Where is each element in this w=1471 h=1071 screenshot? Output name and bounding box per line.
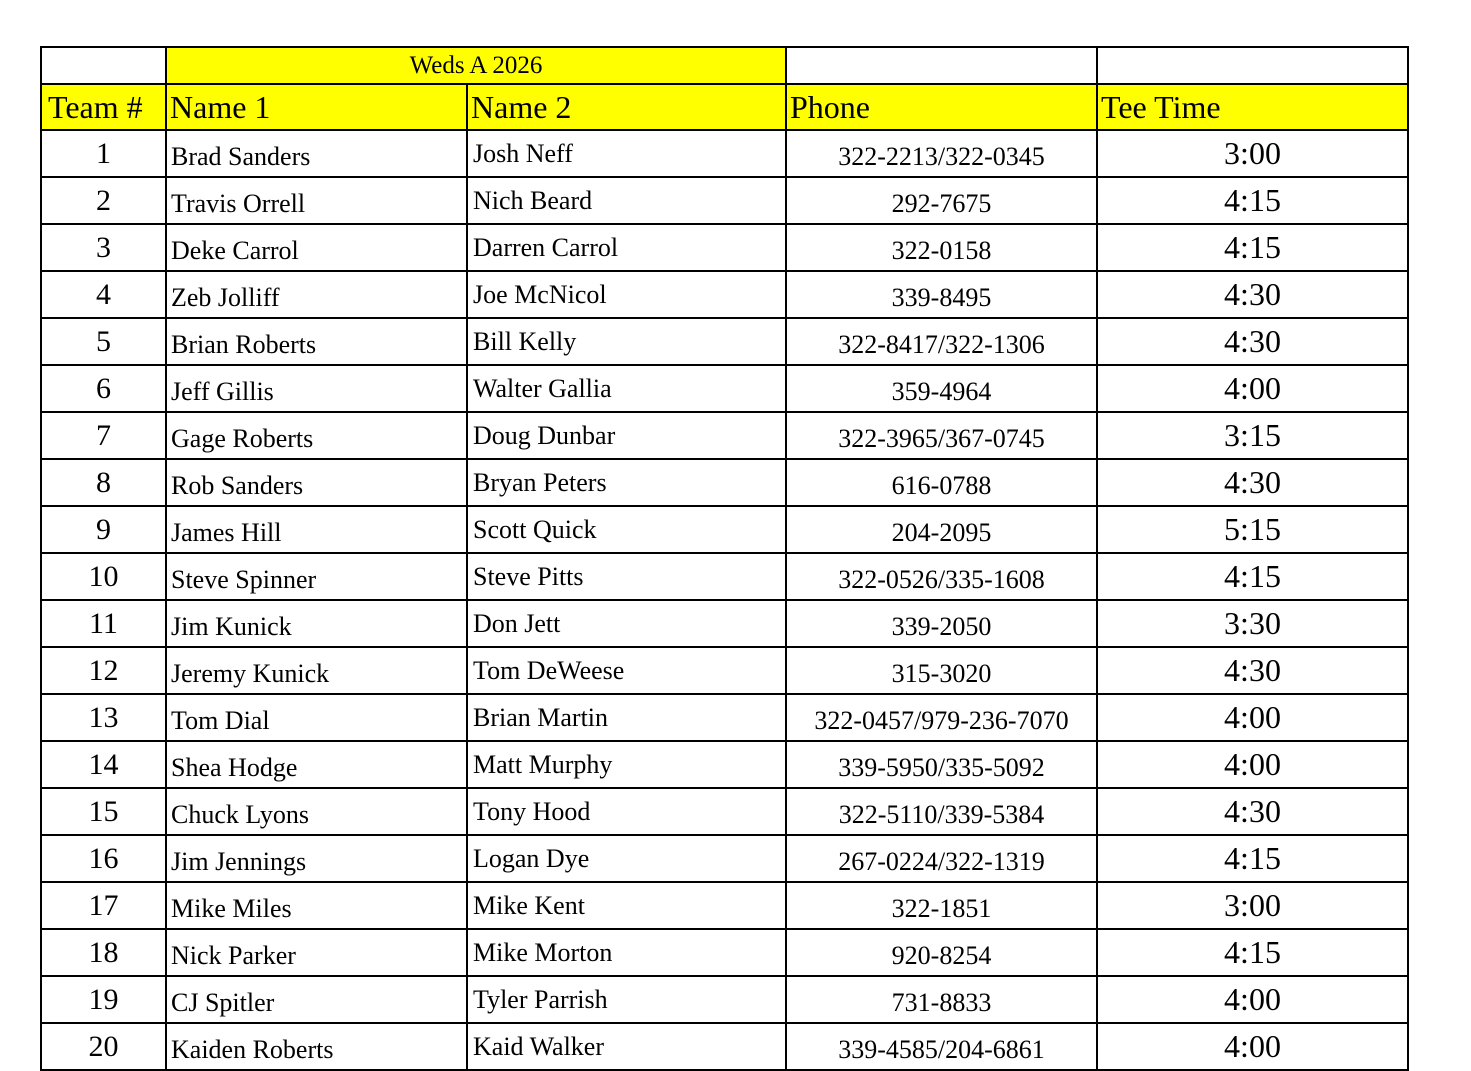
tee-time-cell[interactable]: 4:15 — [1097, 835, 1408, 882]
table-row — [41, 741, 1408, 788]
name1-cell[interactable]: Chuck Lyons — [166, 788, 467, 835]
team-cell[interactable]: 3 — [41, 224, 166, 271]
phone-cell[interactable]: 322-0158 — [786, 224, 1097, 271]
table-row — [41, 412, 1408, 459]
table-row — [41, 365, 1408, 412]
team-cell[interactable]: 15 — [41, 788, 166, 835]
name2-cell[interactable]: Brian Martin — [467, 694, 786, 741]
name2-cell[interactable]: Kaid Walker — [467, 1023, 786, 1070]
name2-cell[interactable]: Nich Beard — [467, 177, 786, 224]
tee-time-cell[interactable]: 4:30 — [1097, 318, 1408, 365]
tee-time-cell[interactable]: 3:00 — [1097, 130, 1408, 177]
name1-cell[interactable]: Jim Jennings — [166, 835, 467, 882]
table-row — [41, 976, 1408, 1023]
table-row — [41, 271, 1408, 318]
table-row — [41, 600, 1408, 647]
phone-cell[interactable]: 315-3020 — [786, 647, 1097, 694]
name2-cell[interactable]: Bryan Peters — [467, 459, 786, 506]
team-cell[interactable]: 17 — [41, 882, 166, 929]
tee-time-cell[interactable]: 4:00 — [1097, 365, 1408, 412]
tee-time-cell[interactable]: 4:15 — [1097, 929, 1408, 976]
name2-cell[interactable]: Tom DeWeese — [467, 647, 786, 694]
table-row — [41, 459, 1408, 506]
phone-cell[interactable]: 322-2213/322-0345 — [786, 130, 1097, 177]
tee-time-cell[interactable]: 4:00 — [1097, 694, 1408, 741]
team-cell[interactable]: 5 — [41, 318, 166, 365]
table-row — [41, 882, 1408, 929]
title-row — [41, 47, 1408, 84]
name2-cell[interactable]: Logan Dye — [467, 835, 786, 882]
name1-cell[interactable]: James Hill — [166, 506, 467, 553]
name2-cell[interactable]: Josh Neff — [467, 130, 786, 177]
table-row — [41, 694, 1408, 741]
table-row — [41, 929, 1408, 976]
tee-time-cell[interactable]: 3:15 — [1097, 412, 1408, 459]
phone-cell[interactable]: 322-8417/322-1306 — [786, 318, 1097, 365]
table-row — [41, 788, 1408, 835]
phone-cell[interactable]: 616-0788 — [786, 459, 1097, 506]
team-cell[interactable]: 19 — [41, 976, 166, 1023]
team-cell[interactable]: 14 — [41, 741, 166, 788]
team-cell[interactable]: 4 — [41, 271, 166, 318]
name1-cell[interactable]: Mike Miles — [166, 882, 467, 929]
phone-cell[interactable]: 339-2050 — [786, 600, 1097, 647]
team-cell[interactable]: 20 — [41, 1023, 166, 1070]
table-row — [41, 318, 1408, 365]
name2-cell[interactable]: Darren Carrol — [467, 224, 786, 271]
tee-time-cell[interactable]: 4:30 — [1097, 459, 1408, 506]
season-label[interactable]: Weds A 2026 — [166, 47, 786, 84]
phone-cell[interactable]: 322-0526/335-1608 — [786, 553, 1097, 600]
phone-cell[interactable]: 339-8495 — [786, 271, 1097, 318]
name1-cell[interactable]: Travis Orrell — [166, 177, 467, 224]
team-cell[interactable]: 6 — [41, 365, 166, 412]
name1-cell[interactable]: Tom Dial — [166, 694, 467, 741]
phone-cell[interactable]: 204-2095 — [786, 506, 1097, 553]
header-row — [41, 84, 1408, 130]
phone-cell[interactable]: 920-8254 — [786, 929, 1097, 976]
tee-time-cell[interactable]: 5:15 — [1097, 506, 1408, 553]
tee-time-cell[interactable]: 4:15 — [1097, 177, 1408, 224]
name1-cell[interactable]: Steve Spinner — [166, 553, 467, 600]
blank-cell[interactable] — [786, 47, 1097, 84]
name1-cell[interactable]: Jeremy Kunick — [166, 647, 467, 694]
table-row — [41, 1023, 1408, 1070]
name1-cell[interactable]: Jeff Gillis — [166, 365, 467, 412]
phone-cell[interactable]: 322-3965/367-0745 — [786, 412, 1097, 459]
table-row — [41, 506, 1408, 553]
team-cell[interactable]: 8 — [41, 459, 166, 506]
team-cell[interactable]: 18 — [41, 929, 166, 976]
name1-cell[interactable]: Rob Sanders — [166, 459, 467, 506]
team-cell[interactable]: 7 — [41, 412, 166, 459]
phone-cell[interactable]: 292-7675 — [786, 177, 1097, 224]
team-cell[interactable]: 1 — [41, 130, 166, 177]
header-name1[interactable]: Name 1 — [166, 84, 467, 130]
header-team[interactable]: Team # — [41, 84, 166, 130]
table-row — [41, 553, 1408, 600]
name1-cell[interactable]: Nick Parker — [166, 929, 467, 976]
tee-time-cell[interactable]: 4:30 — [1097, 647, 1408, 694]
name2-cell[interactable]: Matt Murphy — [467, 741, 786, 788]
tee-time-cell[interactable]: 4:15 — [1097, 553, 1408, 600]
tee-time-cell[interactable]: 4:30 — [1097, 788, 1408, 835]
name2-cell[interactable]: Bill Kelly — [467, 318, 786, 365]
team-cell[interactable]: 9 — [41, 506, 166, 553]
phone-cell[interactable]: 339-5950/335-5092 — [786, 741, 1097, 788]
tee-time-cell[interactable]: 3:00 — [1097, 882, 1408, 929]
blank-cell[interactable] — [41, 47, 166, 84]
name1-cell[interactable]: CJ Spitler — [166, 976, 467, 1023]
name2-cell[interactable]: Mike Kent — [467, 882, 786, 929]
phone-cell[interactable]: 731-8833 — [786, 976, 1097, 1023]
team-cell[interactable]: 12 — [41, 647, 166, 694]
name2-cell[interactable]: Steve Pitts — [467, 553, 786, 600]
tee-time-cell[interactable]: 4:30 — [1097, 271, 1408, 318]
phone-cell[interactable]: 322-5110/339-5384 — [786, 788, 1097, 835]
header-tee-time[interactable]: Tee Time — [1097, 84, 1408, 130]
table-row — [41, 224, 1408, 271]
name2-cell[interactable]: Don Jett — [467, 600, 786, 647]
header-phone[interactable]: Phone — [786, 84, 1097, 130]
table-row — [41, 177, 1408, 224]
table-row — [41, 130, 1408, 177]
name2-cell[interactable]: Joe McNicol — [467, 271, 786, 318]
name1-cell[interactable]: Gage Roberts — [166, 412, 467, 459]
team-cell[interactable]: 11 — [41, 600, 166, 647]
name2-cell[interactable]: Mike Morton — [467, 929, 786, 976]
table-row — [41, 647, 1408, 694]
phone-cell[interactable]: 339-4585/204-6861 — [786, 1023, 1097, 1070]
name2-cell[interactable]: Scott Quick — [467, 506, 786, 553]
tee-time-cell[interactable]: 3:30 — [1097, 600, 1408, 647]
name2-cell[interactable]: Walter Gallia — [467, 365, 786, 412]
name2-cell[interactable]: Tyler Parrish — [467, 976, 786, 1023]
header-name2[interactable]: Name 2 — [467, 84, 786, 130]
name1-cell[interactable]: Shea Hodge — [166, 741, 467, 788]
team-cell[interactable]: 2 — [41, 177, 166, 224]
name1-cell[interactable]: Brad Sanders — [166, 130, 467, 177]
phone-cell[interactable]: 322-0457/979-236-7070 — [786, 694, 1097, 741]
tee-time-cell[interactable]: 4:15 — [1097, 224, 1408, 271]
tee-time-sheet — [40, 46, 1409, 1071]
phone-cell[interactable]: 359-4964 — [786, 365, 1097, 412]
name2-cell[interactable]: Tony Hood — [467, 788, 786, 835]
name1-cell[interactable]: Zeb Jolliff — [166, 271, 467, 318]
tee-time-cell[interactable]: 4:00 — [1097, 741, 1408, 788]
team-cell[interactable]: 10 — [41, 553, 166, 600]
table-row — [41, 835, 1408, 882]
tee-time-cell[interactable]: 4:00 — [1097, 976, 1408, 1023]
team-cell[interactable]: 13 — [41, 694, 166, 741]
phone-cell[interactable]: 267-0224/322-1319 — [786, 835, 1097, 882]
tee-time-cell[interactable]: 4:00 — [1097, 1023, 1408, 1070]
name1-cell[interactable]: Deke Carrol — [166, 224, 467, 271]
name2-cell[interactable]: Doug Dunbar — [467, 412, 786, 459]
name1-cell[interactable]: Brian Roberts — [166, 318, 467, 365]
name1-cell[interactable]: Jim Kunick — [166, 600, 467, 647]
name1-cell[interactable]: Kaiden Roberts — [166, 1023, 467, 1070]
blank-cell[interactable] — [1097, 47, 1408, 84]
phone-cell[interactable]: 322-1851 — [786, 882, 1097, 929]
team-cell[interactable]: 16 — [41, 835, 166, 882]
